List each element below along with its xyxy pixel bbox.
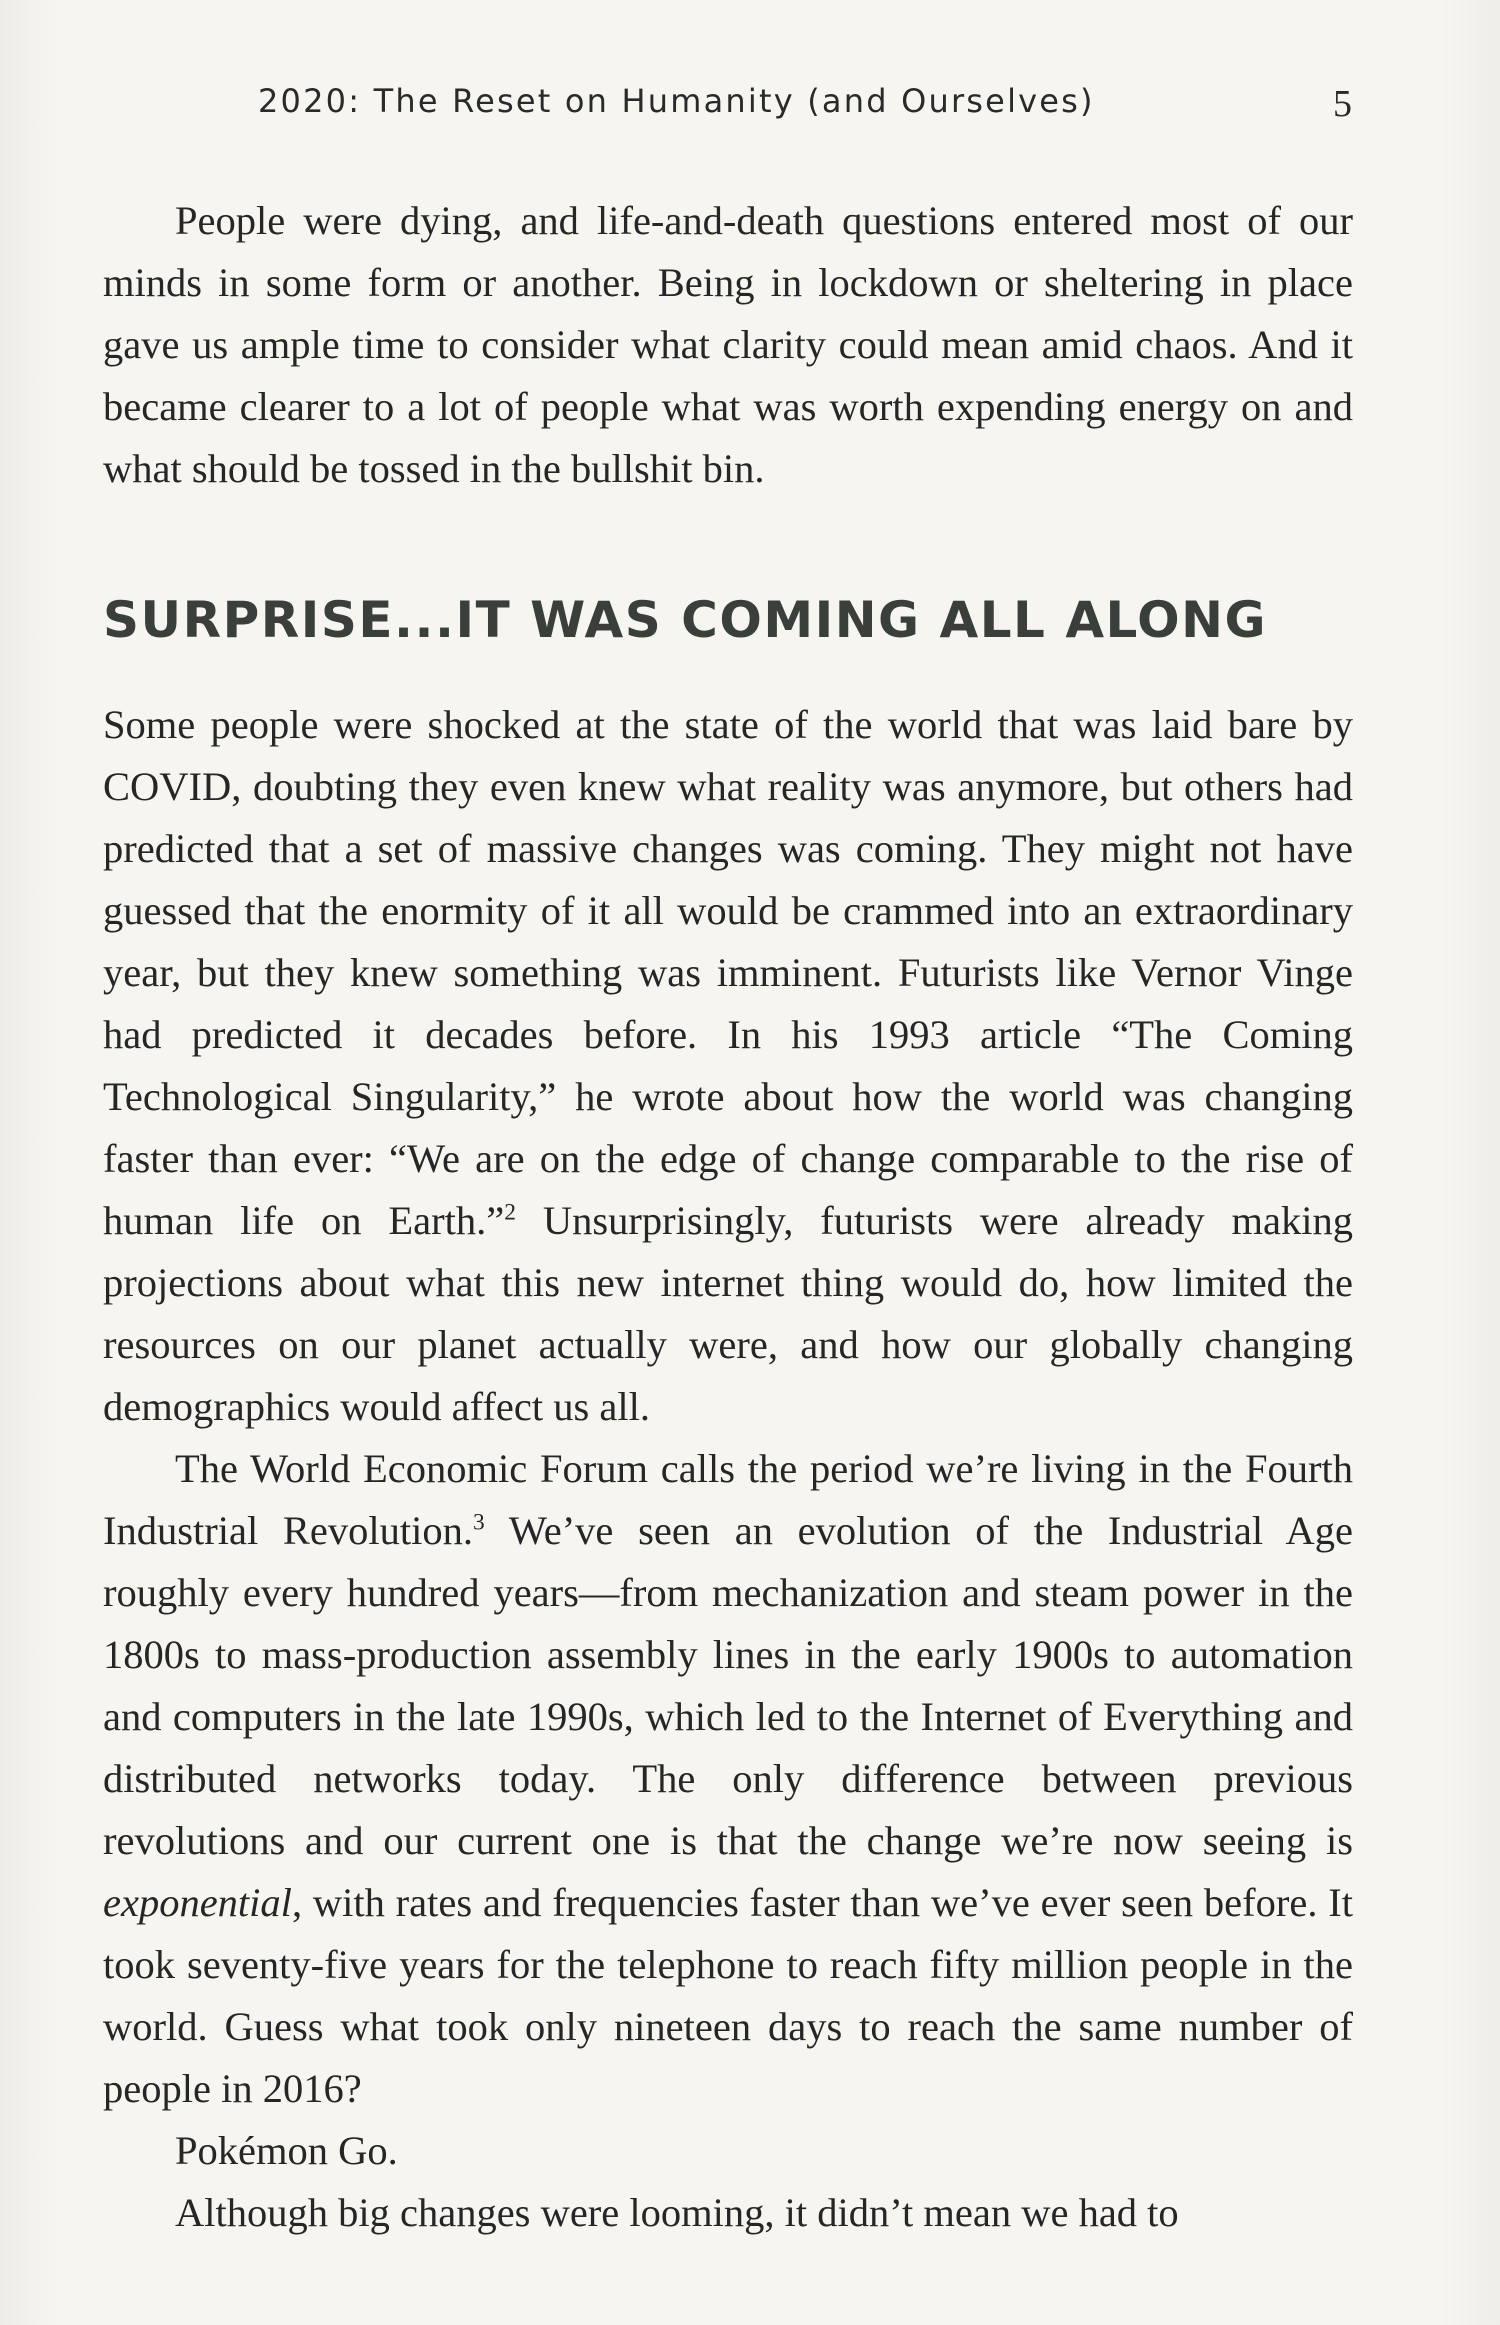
- paragraph-text: Unsurprisingly, futurists were already making projections about what this new internet thing would do, how limited the resources on our planet actually were, and how our globally changing demographics would affect us all.: [103, 1198, 1353, 1429]
- paragraph: Although big changes were looming, it didn’t mean we had to: [175, 2190, 1179, 2235]
- section-heading: SURPRISE...IT WAS COMING ALL ALONG: [103, 591, 1267, 649]
- emphasis-text: exponential: [103, 1880, 292, 1925]
- running-header: [0, 82, 1500, 132]
- text-block-main: [103, 694, 1353, 2244]
- running-title: 2020: The Reset on Humanity (and Ourselves): [258, 82, 1095, 120]
- footnote-ref: 2: [504, 1199, 516, 1226]
- page-number: 5: [1333, 83, 1352, 125]
- paragraph: People were dying, and life-and-death questions entered most of our minds in some form or another. Being in lockdown or sheltering in place gave us ample time to consider what clarity could mean amid chaos. And it became clearer to a lot of people what was worth expending energy on and what should be tossed in the bullshit bin.: [103, 198, 1353, 491]
- paragraph: [103, 694, 1353, 1438]
- paragraph-text: , with rates and frequencies faster than we’ve ever seen before. It took seventy-five years for the telephone to reach fifty million people in the world. Guess what took only nineteen days to reach the same number of people in 2016?: [103, 1880, 1353, 2111]
- paragraph-text: Some people were shocked at the state of the world that was laid bare by COVID, doubting they even knew what reality was anymore, but others had predicted that a set of massive changes was coming. They might not have guessed that the enormity of it all would be crammed into an extraordinary year, but they knew something was imminent. Futurists like Vernor Vinge had predicted it decades before. In his 1993 article “The Coming Technological Singularity,” he wrote about how the world was changing faster than ever: “We are on the edge of change comparable to the rise of human life on Earth.”: [103, 702, 1353, 1243]
- paragraph: [103, 1438, 1353, 2120]
- paragraph-text: We’ve seen an evolution of the Industrial Age roughly every hundred years—from mechanization and steam power in the 1800s to mass-production assembly lines in the early 1900s to automation and computers in the late 1990s, which led to the Internet of Everything and distributed networks today. The only difference between previous revolutions and our current one is that the change we’re now seeing is: [103, 1508, 1354, 1863]
- footnote-ref: 3: [473, 1509, 485, 1536]
- paragraph: Pokémon Go.: [175, 2128, 398, 2173]
- text-block-top: [103, 190, 1353, 500]
- paragraph-text: The World Economic Forum calls the period we’re living in the Fourth Industrial Revolution.: [103, 1446, 1353, 1553]
